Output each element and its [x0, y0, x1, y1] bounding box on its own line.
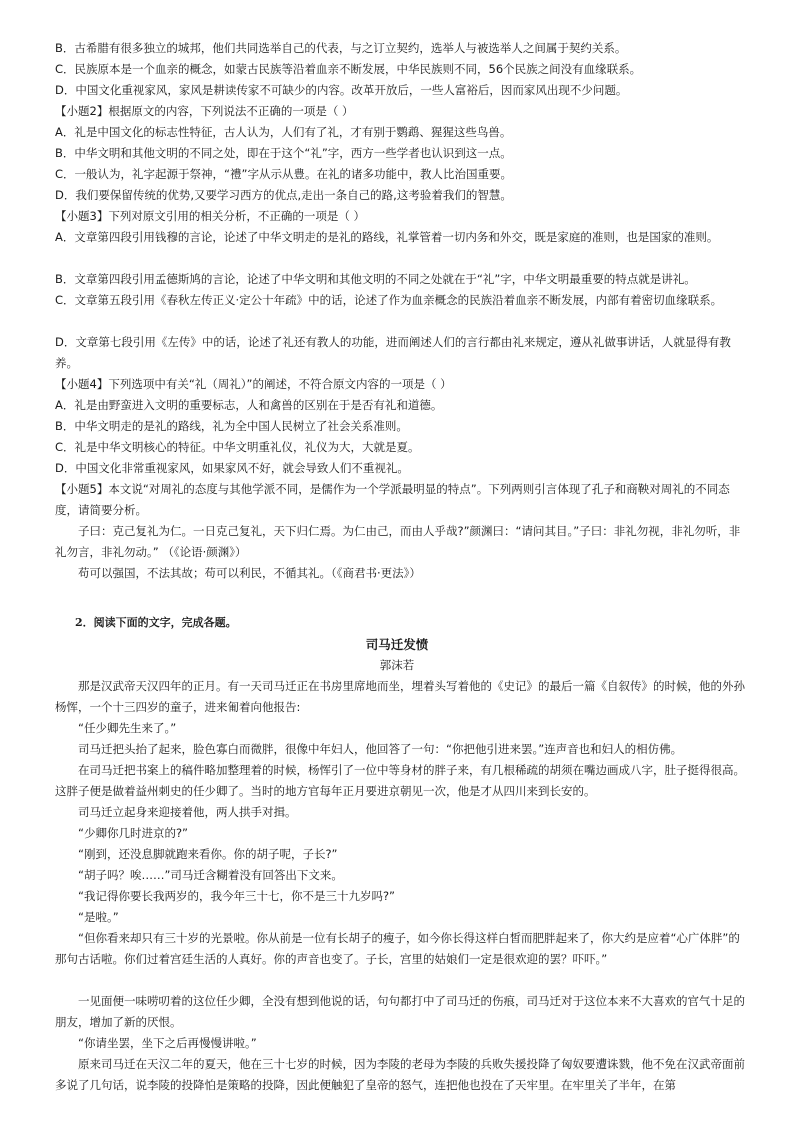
question-5-quote-shangjunshu: 苟可以强国，不法其故；苟可以利民，不循其礼。（《商君书·更法》）: [78, 566, 421, 580]
article-paragraph: 司马迁立起身来迎接着他，两人拱手对揖。: [78, 805, 297, 819]
question-4-option-b: B．中华文明走的是礼的路线，礼为全中国人民树立了社会关系准则。: [55, 419, 408, 433]
question-3-option-d: D．文章第七段引用《左传》中的话，论述了礼还有教人的功能，进而阐述人们的言行都由礼来规定，遵从礼做事讲话，人就显得有教养。: [55, 335, 731, 370]
question-3-option-c: C．文章第五段引用《春秋左传正义·定公十年疏》中的话，论述了作为血亲概念的民族沿着血亲不断发展，内部有着密切血缘联系。: [55, 293, 723, 307]
question-2-stem: 【小题2】根据原文的内容，下列说法不正确的一项是（ ）: [55, 104, 354, 118]
dialogue-line: “胡子吗？唉……”司马迁含糊着没有回答出下文来。: [78, 868, 343, 882]
article-paragraph: 那是汉武帝天汉四年的正月。有一天司马迁正在书房里席地而坐，埋着头写着他的《史记》的最后一篇《自叙传》的时候，他的外孙杨恽，一个十三四岁的童子，进来匍着向他报告:: [55, 679, 745, 714]
article-title: 司马迁发愤: [365, 637, 429, 652]
question-4-option-d: D．中国文化非常重视家风，如果家风不好，就会导致人们不重视礼。: [55, 461, 409, 475]
option-d-line: D．中国文化重视家风，家风是耕读传家不可缺少的内容。改革开放后，一些人富裕后，因而家风出现不少问题。: [55, 83, 628, 97]
question-2-option-c: C．一般认为，礼字起源于祭神，“禮”字从示从豊。在礼的诸多功能中，教人比治国重要。: [55, 167, 512, 181]
dialogue-line: “刚到，还没息脚就跑来看你。你的胡子呢，子长?”: [78, 847, 338, 861]
question-4-option-c: C．礼是中华文明核心的特征。中华文明重礼仪，礼仪为大，大就是夏。: [55, 440, 420, 454]
question-2-option-d: D．我们要保留传统的优势,又要学习西方的优点,走出一条自己的路,这考验着我们的智慧。: [55, 188, 512, 202]
dialogue-line: “你请坐罢，坐下之后再慢慢讲啦。”: [78, 1036, 257, 1050]
article-paragraph: 原来司马迁在天汉二年的夏天，他在三十七岁的时候，因为李陵的老母为李陵的兵败失援投降了匈奴要遭诛戮，他不免在汉武帝面前多说了几句话，说李陵的投降怕是策略的投降，因此便触犯了皇帝的怒气，连把他也投在了天牢里。在牢里关了半年，在第: [55, 1057, 745, 1092]
question-3-option-a: A．文章第四段引用钱穆的言论，论述了中华文明走的是礼的路线，礼掌管着一切内务和外交，既是家庭的准则，也是国家的准则。: [55, 230, 719, 244]
question-5-quote-lunyu: 子曰：克己复礼为仁。一日克己复礼，天下归仁焉。为仁由己，而由人乎哉?”颜渊曰：“请问其目。”子曰：非礼勿视，非礼勿听，非礼勿言，非礼勿动。” （《论语·颜渊》）: [55, 524, 741, 559]
article-paragraph: 司马迁把头抬了起来，脸色寡白而微胖，很像中年妇人，他回答了一句：“你把他引进来罢。”连声音也和妇人的相仿佛。: [78, 742, 683, 756]
option-b-line: B．古希腊有很多独立的城邦，他们共同选举自己的代表，与之订立契约，选举人与被选举人之间属于契约关系。: [55, 41, 627, 55]
dialogue-line: “是啦。”: [78, 910, 119, 924]
question-2-option-a: A．礼是中国文化的标志性特征，古人认为，人们有了礼，才有别于鹦鹉、猩猩这些鸟兽。: [55, 125, 512, 139]
question-5-stem: 【小题5】本文说“对周礼的态度与其他学派不同，是儒作为一个学派最明显的特点”。下列两则引言体现了孔子和商鞅对周礼的不同态度，请简要分析。: [55, 482, 730, 517]
question-4-stem: 【小题4】下列选项中有关“礼（周礼）”的阐述，不符合原文内容的一项是（ ）: [55, 377, 452, 391]
article-author: 郭沫若: [379, 658, 415, 672]
article-paragraph: 在司马迁把书案上的稿件略加整理着的时候，杨恽引了一位中等身材的胖子来，有几根稀疏的胡须在嘴边画成八字，肚子挺得很高。这胖子便是做着益州刺史的任少卿了。当时的地方官每年正月要进京朝见一次，他是才从四川来到长安的。: [55, 763, 745, 798]
section-2-heading: 2．阅读下面的文字，完成各题。: [75, 616, 237, 629]
question-3-stem: 【小题3】下列对原文引用的相关分析，不正确的一项是（ ）: [55, 209, 365, 223]
dialogue-line: “我记得你要长我两岁的，我今年三十七，你不是三十九岁吗?”: [78, 889, 396, 903]
question-3-option-b: B．文章第四段引用孟德斯鸠的言论，论述了中华文明和其他文明的不同之处就在于“礼”字，中华文明最重要的特点就是讲礼。: [55, 272, 696, 286]
dialogue-line: “任少卿先生来了。”: [78, 721, 177, 735]
question-4-option-a: A．礼是由野蛮进入文明的重要标志，人和禽兽的区别在于是否有礼和道德。: [55, 398, 443, 412]
option-c-line: C．民族原本是一个血亲的概念，如蒙古民族等沿着血亲不断发展，中华民族则不同，56个民族之间没有血缘联系。: [55, 62, 642, 76]
dialogue-line: “少卿你几时进京的?”: [78, 826, 189, 840]
article-paragraph: “但你看来却只有三十岁的光景啦。你从前是一位有长胡子的瘦子，如今你长得这样白皙而肥胖起来了，你大约是应着“心广体胖”的那句古话啦。你们过着宫廷生活的人真好。你的声音也变了。子长，宫里的姑娘们一定是很欢迎的罢？吓吓。”: [55, 931, 740, 966]
article-paragraph: 一见面便一味唠叨着的这位任少卿，全没有想到他说的话，句句都打中了司马迁的伤痕，司马迁对于这位本来不大喜欢的官气十足的朋友，增加了新的厌恨。: [55, 994, 745, 1029]
question-2-option-b: B．中华文明和其他文明的不同之处，即在于这个“礼”字，西方一些学者也认识到这一点。: [55, 146, 512, 160]
